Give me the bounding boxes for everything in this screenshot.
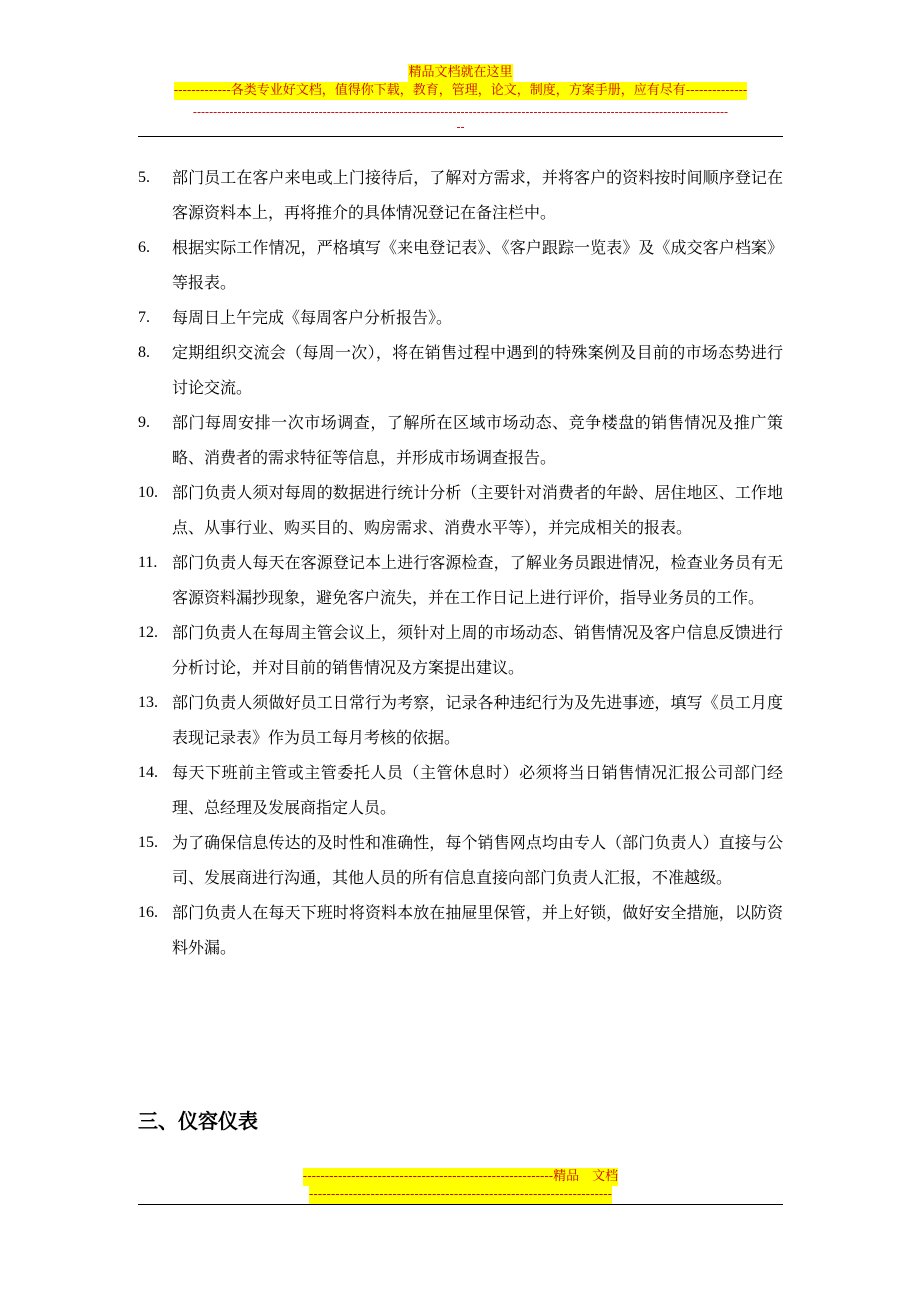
header-divider	[138, 136, 783, 137]
list-item	[138, 755, 783, 825]
page-footer	[138, 1168, 783, 1204]
item-text: 部门员工在客户来电或上门接待后，了解对方需求，并将客户的资料按时间顺序登记在客源资料本上，再将推介的具体情况登记在备注栏中。	[172, 168, 783, 222]
item-text: 定期组织交流会（每周一次），将在销售过程中遇到的特殊案例及目前的市场态势进行讨论交流。	[172, 343, 783, 397]
list-item	[138, 405, 783, 475]
footer-line-2: ---------------------------------------------------------------------	[308, 1187, 613, 1202]
item-text: 部门每周安排一次市场调查，了解所在区域市场动态、竞争楼盘的销售情况及推广策略、消费者的需求特征等信息，并形成市场调查报告。	[172, 413, 783, 467]
item-text: 部门负责人在每天下班时将资料本放在抽屉里保管，并上好锁，做好安全措施，以防资料外漏。	[172, 903, 783, 957]
list-item	[138, 300, 783, 335]
item-number: 14.	[138, 764, 158, 781]
list-item	[138, 545, 783, 615]
list-item	[138, 160, 783, 230]
item-number: 12.	[138, 624, 158, 641]
item-number: 15.	[138, 834, 158, 851]
item-number: 6.	[138, 239, 150, 256]
header-title: 精品文档就在这里	[408, 65, 513, 80]
footer-divider	[138, 1204, 783, 1205]
item-text: 为了确保信息传达的及时性和准确性，每个销售网点均由专人（部门负责人）直接与公司、发展商进行沟通，其他人员的所有信息直接向部门负责人汇报，不准越级。	[172, 833, 783, 887]
item-number: 13.	[138, 694, 158, 711]
document-body	[138, 160, 783, 965]
footer-line-1: ---------------------------------------------------------精品 文档	[302, 1169, 619, 1184]
item-number: 10.	[138, 484, 158, 501]
page-header	[138, 64, 783, 134]
item-number: 7.	[138, 309, 150, 326]
section-heading: 三、仪容仪表	[138, 1109, 258, 1133]
item-text: 部门负责人须做好员工日常行为考察，记录各种违纪行为及先进事迹，填写《员工月度表现记录表》作为员工每月考核的依据。	[172, 693, 783, 747]
item-number: 9.	[138, 414, 150, 431]
item-text: 每天下班前主管或主管委托人员（主管休息时）必须将当日销售情况汇报公司部门经理、总经理及发展商指定人员。	[172, 763, 783, 817]
item-number: 8.	[138, 344, 150, 361]
header-dash-row: ------------------------------------------------------------------------------------------------------------------------------------	[192, 105, 729, 119]
item-text: 部门负责人在每周主管会议上，须针对上周的市场动态、销售情况及客户信息反馈进行分析讨论，并对目前的销售情况及方案提出建议。	[172, 623, 783, 677]
item-text: 每周日上午完成《每周客户分析报告》。	[172, 308, 453, 327]
list-item	[138, 895, 783, 965]
list-item	[138, 825, 783, 895]
item-number: 16.	[138, 904, 158, 921]
item-number: 11.	[138, 554, 158, 571]
list-item	[138, 615, 783, 685]
list-item	[138, 685, 783, 755]
item-number: 5.	[138, 169, 150, 186]
item-text: 部门负责人每天在客源登记本上进行客源检查，了解业务员跟进情况，检查业务员有无客源资料漏抄现象，避免客户流失，并在工作日记上进行评价，指导业务员的工作。	[172, 553, 783, 607]
item-text: 根据实际工作情况，严格填写《来电登记表》、《客户跟踪一览表》及《成交客户档案》等报表。	[172, 238, 783, 292]
header-dash-tail: --	[456, 120, 465, 134]
header-tagline: -------------各类专业好文档，值得你下载，教育，管理，论文，制度，方案手册，应有尽有--------------	[173, 83, 748, 98]
list-item	[138, 335, 783, 405]
list-item	[138, 475, 783, 545]
list-item	[138, 230, 783, 300]
item-text: 部门负责人须对每周的数据进行统计分析（主要针对消费者的年龄、居住地区、工作地点、从事行业、购买目的、购房需求、消费水平等），并完成相关的报表。	[172, 483, 783, 537]
